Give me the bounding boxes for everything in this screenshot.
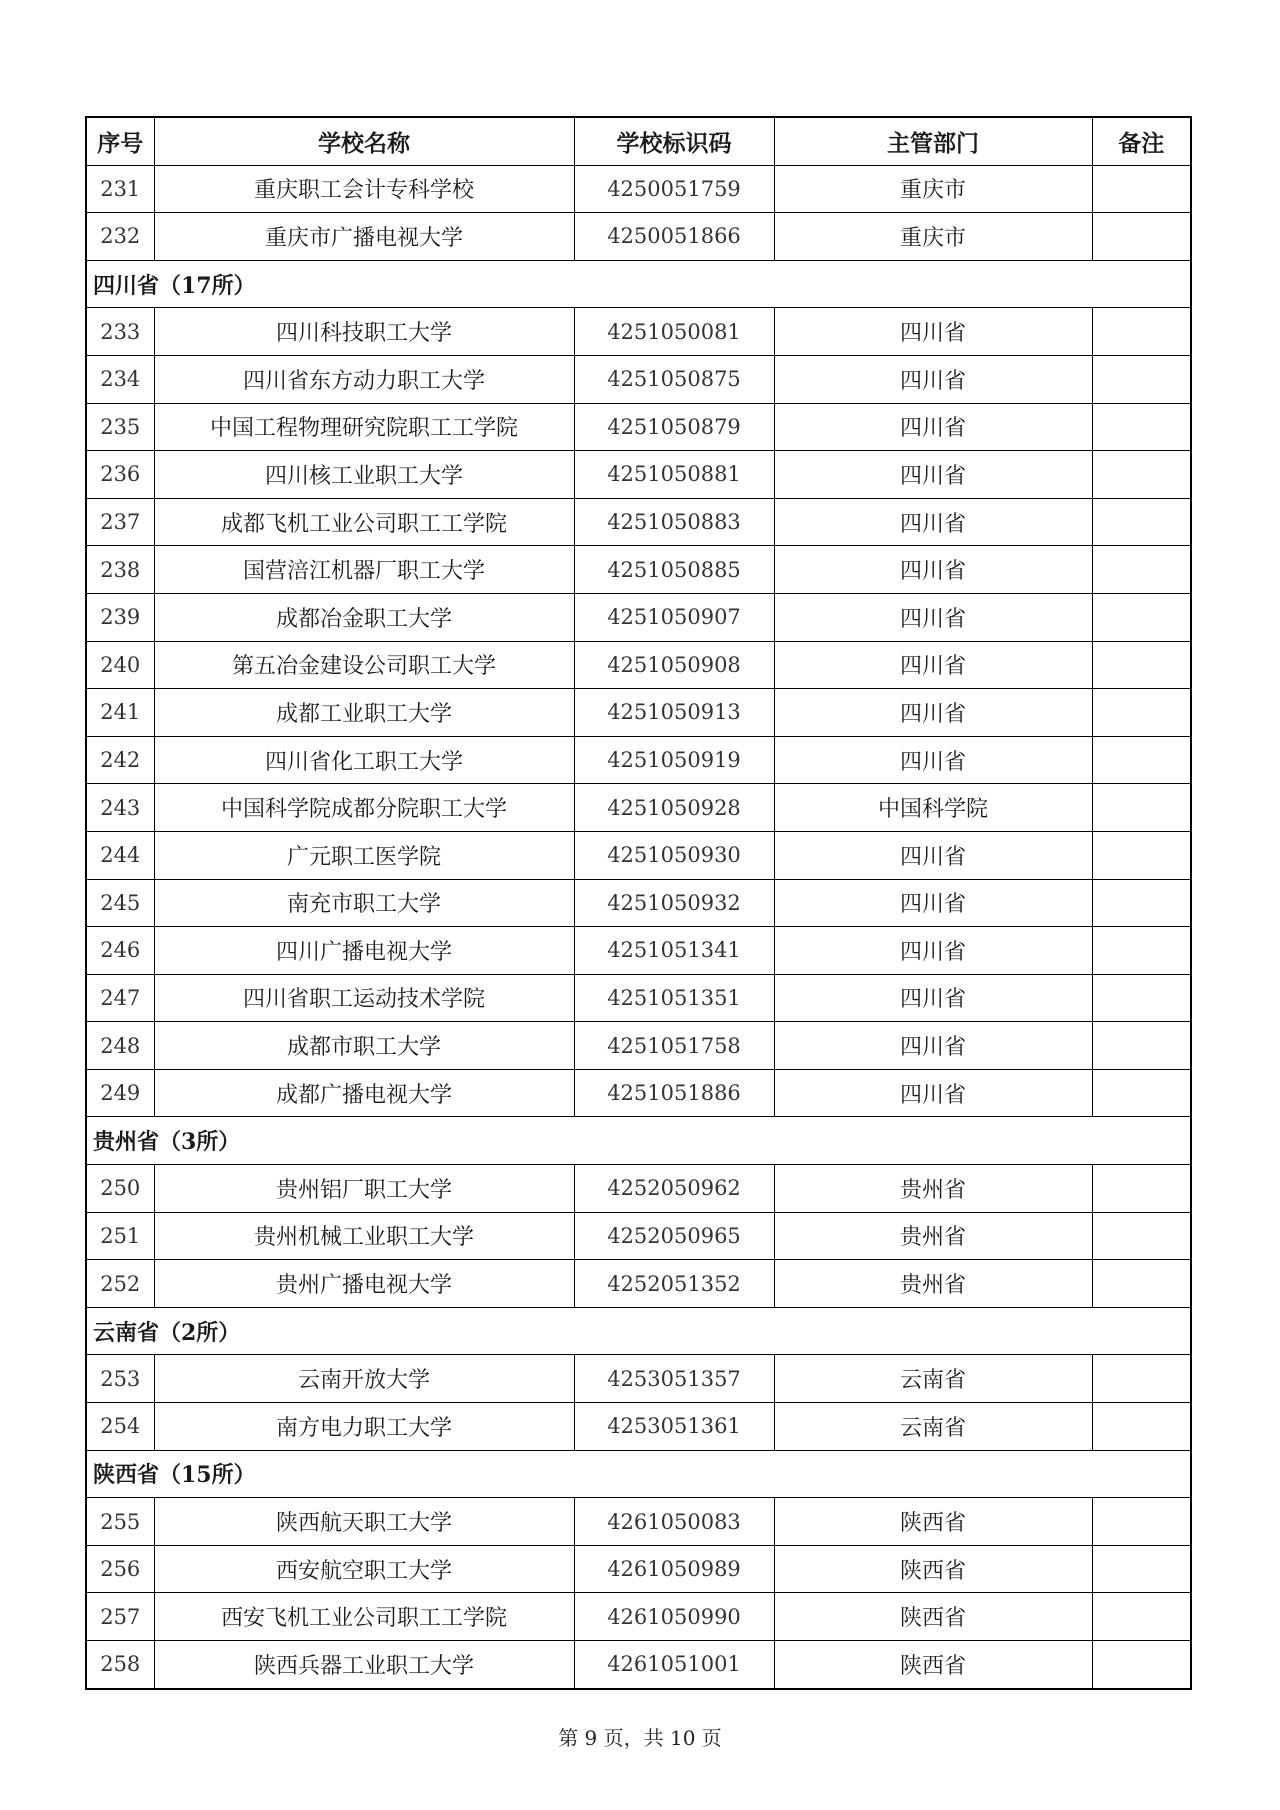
cell-school-name: 西安航空职工大学: [154, 1545, 574, 1593]
cell-school-name: 重庆市广播电视大学: [154, 213, 574, 261]
header-school-code: 学校标识码: [574, 117, 774, 165]
cell-department: 四川省: [774, 403, 1092, 451]
cell-department: 中国科学院: [774, 784, 1092, 832]
table-row: [86, 546, 1191, 594]
cell-school-name: 重庆职工会计专科学校: [154, 165, 574, 213]
cell-remarks: [1092, 1593, 1191, 1641]
cell-school-code: 4251050885: [574, 546, 774, 594]
table-row: [86, 641, 1191, 689]
header-school-name: 学校名称: [154, 117, 574, 165]
cell-school-name: 贵州铝厂职工大学: [154, 1165, 574, 1213]
cell-school-name: 四川省职工运动技术学院: [154, 974, 574, 1022]
header-seq: 序号: [86, 117, 154, 165]
cell-school-name: 贵州机械工业职工大学: [154, 1212, 574, 1260]
cell-seq: 237: [86, 498, 154, 546]
cell-remarks: [1092, 1069, 1191, 1117]
table-row: [86, 213, 1191, 261]
table-row: [86, 974, 1191, 1022]
cell-school-code: 4252051352: [574, 1260, 774, 1308]
table-row: [86, 927, 1191, 975]
cell-school-code: 4251050913: [574, 689, 774, 737]
cell-seq: 256: [86, 1545, 154, 1593]
cell-department: 四川省: [774, 546, 1092, 594]
cell-remarks: [1092, 403, 1191, 451]
cell-seq: 252: [86, 1260, 154, 1308]
cell-remarks: [1092, 1022, 1191, 1070]
cell-school-code: 4261050989: [574, 1545, 774, 1593]
section-row: [86, 1307, 1191, 1355]
cell-seq: 241: [86, 689, 154, 737]
cell-remarks: [1092, 546, 1191, 594]
cell-department: 四川省: [774, 308, 1092, 356]
cell-school-code: 4251050879: [574, 403, 774, 451]
header-department: 主管部门: [774, 117, 1092, 165]
cell-school-name: 成都市职工大学: [154, 1022, 574, 1070]
cell-school-code: 4261051001: [574, 1641, 774, 1689]
table-row: [86, 1212, 1191, 1260]
cell-remarks: [1092, 1403, 1191, 1451]
table-row: [86, 1165, 1191, 1213]
cell-school-code: 4251050883: [574, 498, 774, 546]
cell-school-code: 4251050907: [574, 593, 774, 641]
cell-remarks: [1092, 879, 1191, 927]
cell-seq: 248: [86, 1022, 154, 1070]
cell-department: 四川省: [774, 1069, 1092, 1117]
cell-school-code: 4251051351: [574, 974, 774, 1022]
cell-seq: 257: [86, 1593, 154, 1641]
cell-seq: 236: [86, 451, 154, 499]
cell-department: 陕西省: [774, 1641, 1092, 1689]
cell-school-code: 4250051866: [574, 213, 774, 261]
cell-school-name: 云南开放大学: [154, 1355, 574, 1403]
cell-school-code: 4251051341: [574, 927, 774, 975]
cell-seq: 245: [86, 879, 154, 927]
cell-school-code: 4251051758: [574, 1022, 774, 1070]
cell-department: 四川省: [774, 451, 1092, 499]
cell-department: 云南省: [774, 1355, 1092, 1403]
section-row: [86, 260, 1191, 308]
cell-department: 四川省: [774, 689, 1092, 737]
table-row: [86, 736, 1191, 784]
cell-department: 重庆市: [774, 213, 1092, 261]
table-row: [86, 784, 1191, 832]
cell-school-code: 4251051886: [574, 1069, 774, 1117]
page-footer: 第 9 页，共 10 页: [558, 1726, 722, 1750]
cell-remarks: [1092, 451, 1191, 499]
table-row: [86, 1641, 1191, 1689]
cell-school-name: 中国工程物理研究院职工工学院: [154, 403, 574, 451]
table-row: [86, 1403, 1191, 1451]
cell-remarks: [1092, 308, 1191, 356]
cell-school-code: 4253051361: [574, 1403, 774, 1451]
cell-school-name: 四川科技职工大学: [154, 308, 574, 356]
cell-school-name: 广元职工医学院: [154, 831, 574, 879]
table-row: [86, 355, 1191, 403]
cell-remarks: [1092, 927, 1191, 975]
cell-department: 四川省: [774, 641, 1092, 689]
cell-school-code: 4261050990: [574, 1593, 774, 1641]
cell-school-name: 成都冶金职工大学: [154, 593, 574, 641]
cell-seq: 246: [86, 927, 154, 975]
cell-seq: 234: [86, 355, 154, 403]
cell-remarks: [1092, 213, 1191, 261]
cell-department: 四川省: [774, 974, 1092, 1022]
cell-school-name: 成都工业职工大学: [154, 689, 574, 737]
cell-department: 四川省: [774, 498, 1092, 546]
cell-seq: 250: [86, 1165, 154, 1213]
cell-school-code: 4251050908: [574, 641, 774, 689]
school-list-table-wrapper: [85, 116, 1190, 1690]
cell-department: 四川省: [774, 831, 1092, 879]
table-body: [86, 165, 1191, 1689]
table-row: [86, 1498, 1191, 1546]
cell-department: 四川省: [774, 927, 1092, 975]
cell-department: 云南省: [774, 1403, 1092, 1451]
cell-school-code: 4252050965: [574, 1212, 774, 1260]
table-header-row: [86, 117, 1191, 165]
cell-school-code: 4251050881: [574, 451, 774, 499]
cell-department: 四川省: [774, 879, 1092, 927]
cell-department: 陕西省: [774, 1545, 1092, 1593]
cell-remarks: [1092, 1355, 1191, 1403]
cell-seq: 251: [86, 1212, 154, 1260]
cell-seq: 238: [86, 546, 154, 594]
cell-school-code: 4251050919: [574, 736, 774, 784]
cell-school-name: 四川省化工职工大学: [154, 736, 574, 784]
cell-department: 贵州省: [774, 1212, 1092, 1260]
cell-school-name: 陕西航天职工大学: [154, 1498, 574, 1546]
cell-seq: 253: [86, 1355, 154, 1403]
cell-seq: 247: [86, 974, 154, 1022]
cell-seq: 242: [86, 736, 154, 784]
table-row: [86, 1260, 1191, 1308]
table-row: [86, 1069, 1191, 1117]
cell-department: 四川省: [774, 1022, 1092, 1070]
cell-school-name: 国营涪江机器厂职工大学: [154, 546, 574, 594]
cell-remarks: [1092, 593, 1191, 641]
table-row: [86, 1545, 1191, 1593]
table-row: [86, 1355, 1191, 1403]
cell-remarks: [1092, 498, 1191, 546]
cell-remarks: [1092, 1498, 1191, 1546]
cell-remarks: [1092, 1212, 1191, 1260]
table-row: [86, 1593, 1191, 1641]
cell-department: 四川省: [774, 593, 1092, 641]
table-row: [86, 1022, 1191, 1070]
cell-school-name: 西安飞机工业公司职工工学院: [154, 1593, 574, 1641]
cell-seq: 258: [86, 1641, 154, 1689]
section-row: [86, 1450, 1191, 1498]
cell-school-code: 4250051759: [574, 165, 774, 213]
table-row: [86, 498, 1191, 546]
cell-seq: 254: [86, 1403, 154, 1451]
cell-department: 贵州省: [774, 1260, 1092, 1308]
cell-remarks: [1092, 641, 1191, 689]
table-row: [86, 451, 1191, 499]
table-row: [86, 689, 1191, 737]
section-label: 陕西省（15所）: [86, 1450, 1191, 1498]
cell-department: 四川省: [774, 355, 1092, 403]
section-row: [86, 1117, 1191, 1165]
cell-seq: 231: [86, 165, 154, 213]
cell-department: 陕西省: [774, 1498, 1092, 1546]
cell-school-code: 4252050962: [574, 1165, 774, 1213]
cell-seq: 232: [86, 213, 154, 261]
cell-seq: 233: [86, 308, 154, 356]
cell-remarks: [1092, 736, 1191, 784]
cell-seq: 243: [86, 784, 154, 832]
cell-department: 重庆市: [774, 165, 1092, 213]
cell-school-name: 第五冶金建设公司职工大学: [154, 641, 574, 689]
school-list-table: [85, 116, 1192, 1690]
cell-remarks: [1092, 784, 1191, 832]
cell-seq: 244: [86, 831, 154, 879]
cell-remarks: [1092, 1545, 1191, 1593]
cell-remarks: [1092, 165, 1191, 213]
cell-seq: 249: [86, 1069, 154, 1117]
cell-remarks: [1092, 355, 1191, 403]
cell-school-name: 南方电力职工大学: [154, 1403, 574, 1451]
cell-school-name: 中国科学院成都分院职工大学: [154, 784, 574, 832]
cell-school-name: 南充市职工大学: [154, 879, 574, 927]
cell-remarks: [1092, 689, 1191, 737]
cell-department: 四川省: [774, 736, 1092, 784]
table-row: [86, 403, 1191, 451]
table-row: [86, 831, 1191, 879]
cell-remarks: [1092, 1165, 1191, 1213]
cell-seq: 255: [86, 1498, 154, 1546]
table-row: [86, 308, 1191, 356]
cell-school-name: 成都飞机工业公司职工工学院: [154, 498, 574, 546]
cell-school-code: 4261050083: [574, 1498, 774, 1546]
cell-seq: 240: [86, 641, 154, 689]
cell-remarks: [1092, 831, 1191, 879]
cell-school-code: 4251050928: [574, 784, 774, 832]
cell-school-code: 4251050932: [574, 879, 774, 927]
cell-school-name: 陕西兵器工业职工大学: [154, 1641, 574, 1689]
cell-seq: 239: [86, 593, 154, 641]
table-row: [86, 879, 1191, 927]
cell-school-code: 4251050930: [574, 831, 774, 879]
cell-school-name: 成都广播电视大学: [154, 1069, 574, 1117]
cell-school-name: 四川核工业职工大学: [154, 451, 574, 499]
cell-school-name: 四川省东方动力职工大学: [154, 355, 574, 403]
cell-remarks: [1092, 1641, 1191, 1689]
cell-school-code: 4253051357: [574, 1355, 774, 1403]
cell-department: 贵州省: [774, 1165, 1092, 1213]
cell-department: 陕西省: [774, 1593, 1092, 1641]
section-label: 贵州省（3所）: [86, 1117, 1191, 1165]
cell-school-code: 4251050875: [574, 355, 774, 403]
cell-seq: 235: [86, 403, 154, 451]
section-label: 四川省（17所）: [86, 260, 1191, 308]
table-row: [86, 165, 1191, 213]
cell-remarks: [1092, 1260, 1191, 1308]
cell-school-code: 4251050081: [574, 308, 774, 356]
cell-school-name: 贵州广播电视大学: [154, 1260, 574, 1308]
cell-school-name: 四川广播电视大学: [154, 927, 574, 975]
table-row: [86, 593, 1191, 641]
cell-remarks: [1092, 974, 1191, 1022]
section-label: 云南省（2所）: [86, 1307, 1191, 1355]
header-remarks: 备注: [1092, 117, 1191, 165]
